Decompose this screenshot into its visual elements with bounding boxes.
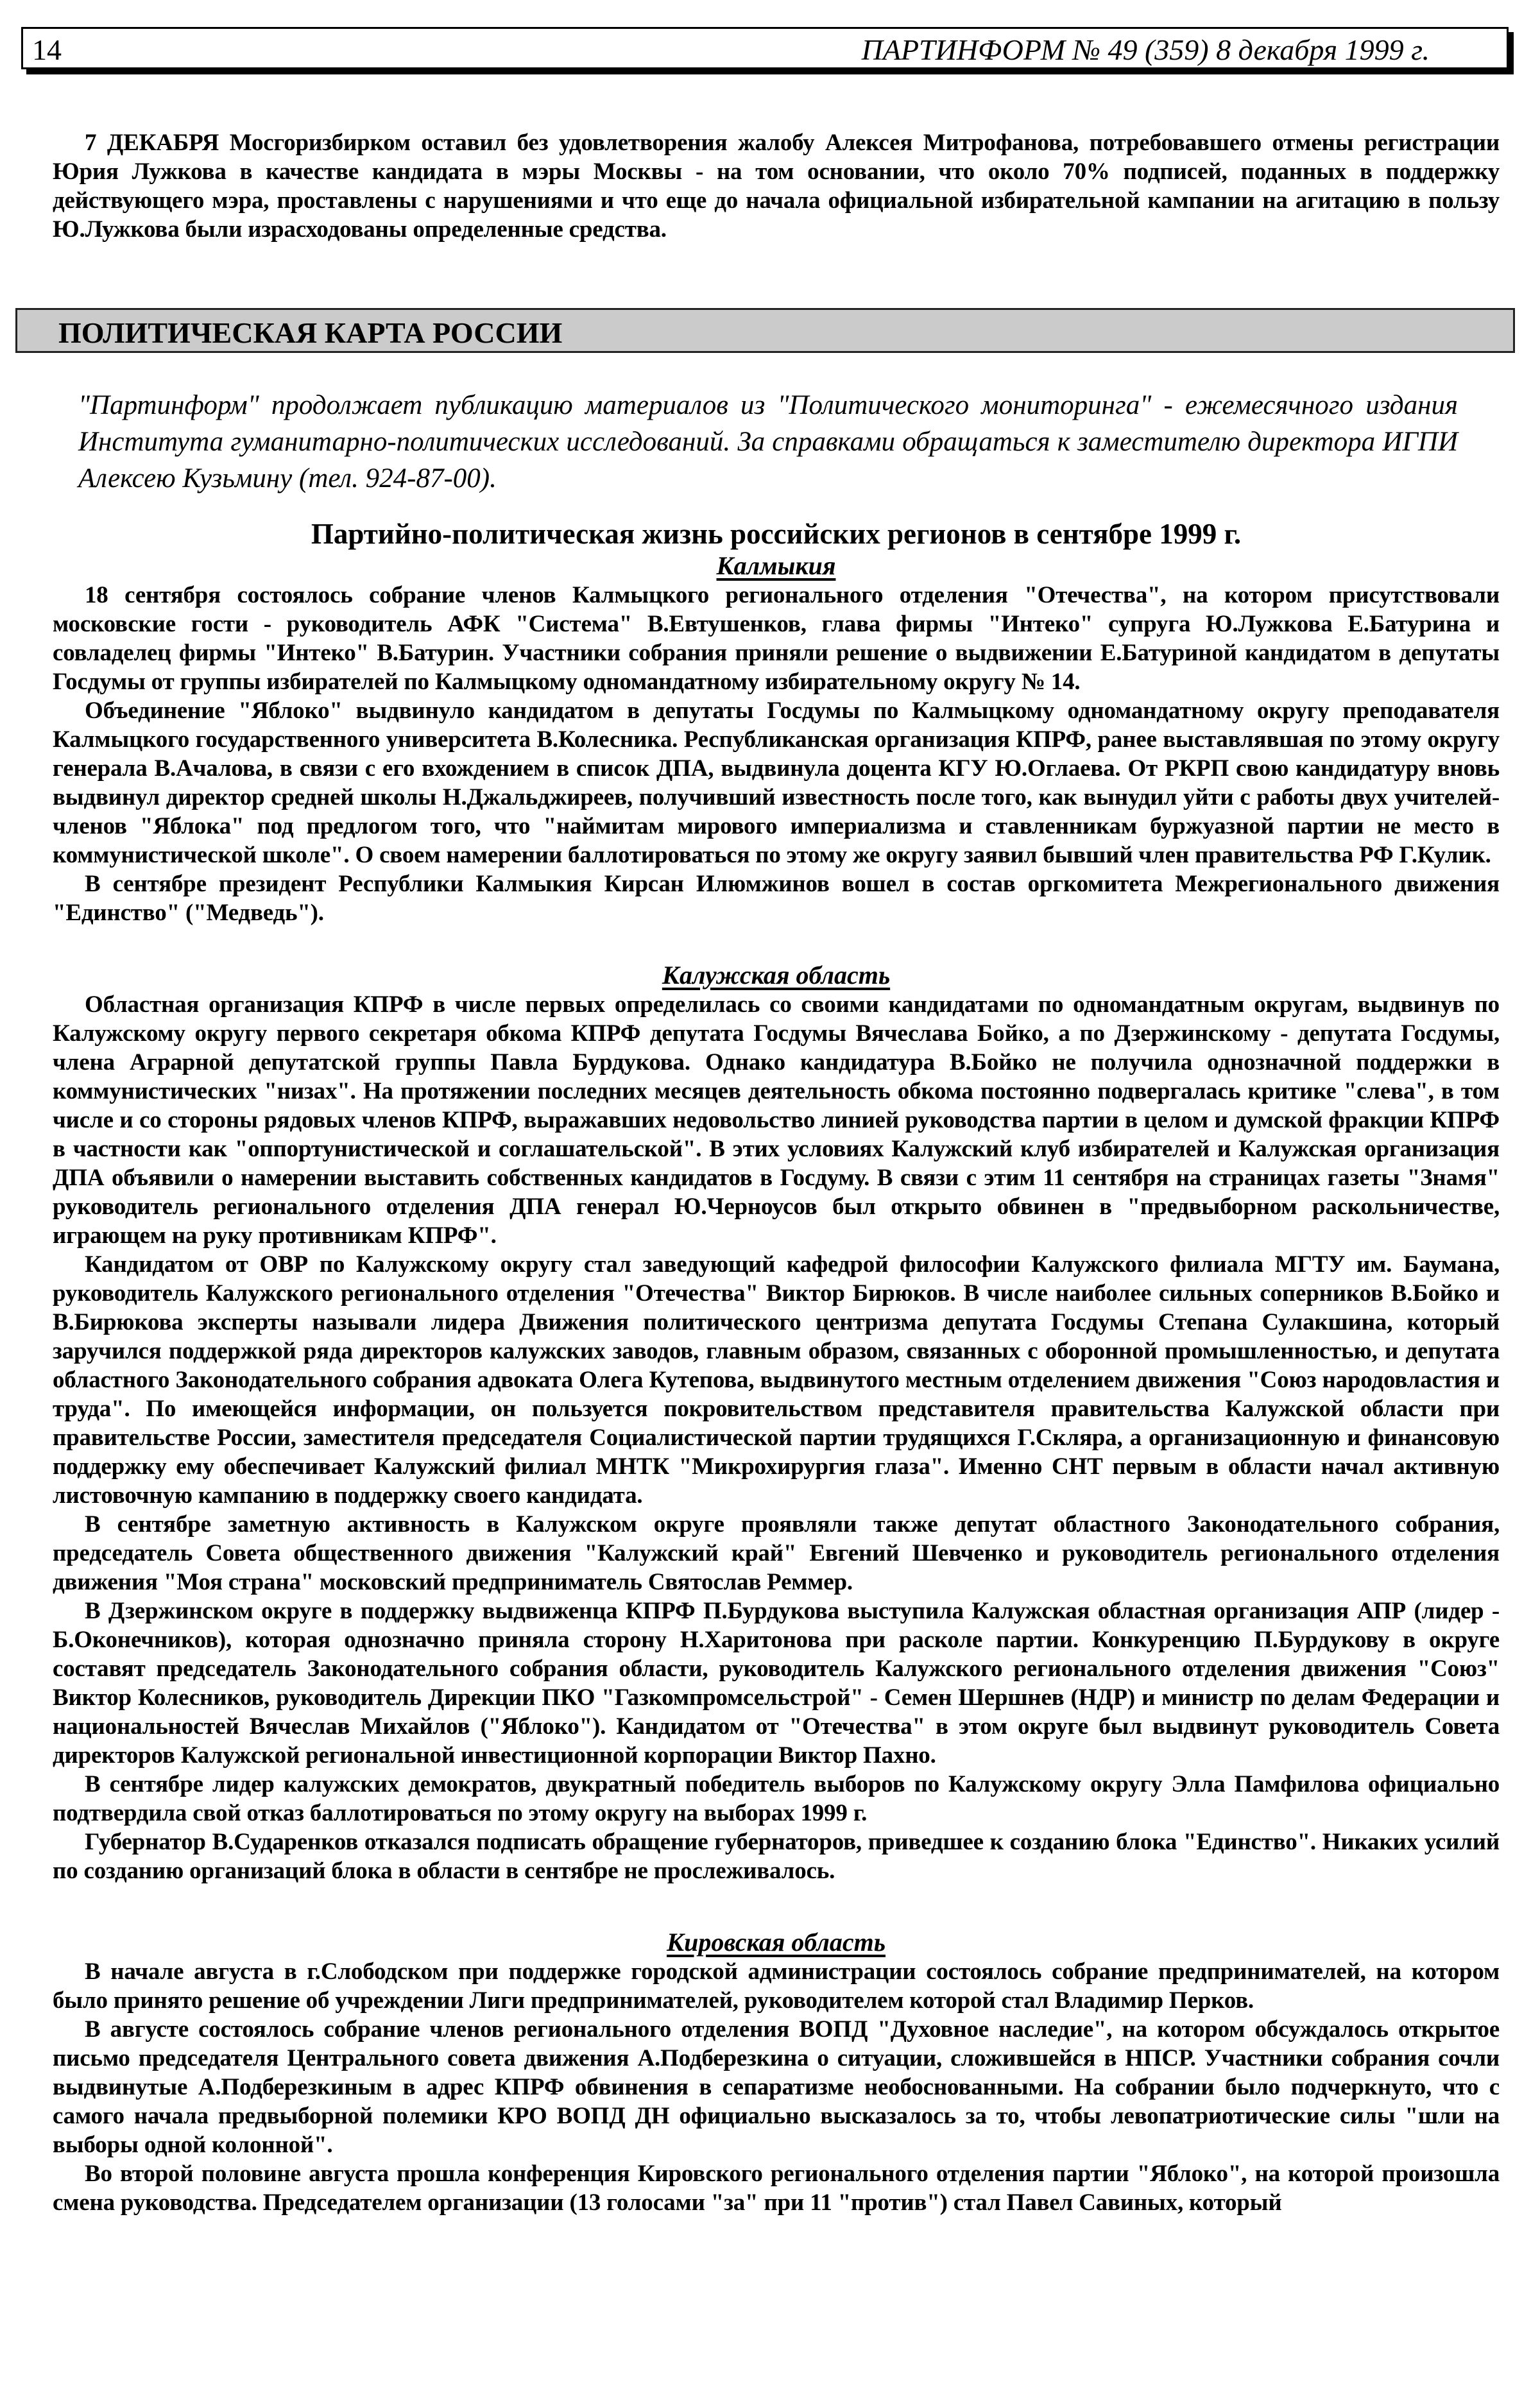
region-heading-text: Калмыкия (716, 551, 836, 580)
paragraph: В августе состоялось собрание членов регионального отделения ВОПД "Духовное наследие", на котором обсуждалось открытое письмо председателя Центрального совета движения А.Подберезкина о ситуации, сложившейся в НПСР. Участники собрания сочли выдвинутые А.Подберезкиным в адрес КПРФ обвинения в сепаратизме необоснованными. На собрании было подчеркнуто, что с самого начала предвыборной полемики КРО ВОПД ДН официально высказалось за то, чтобы левопатриотические силы "шли на выборы одной колонной". (53, 2016, 1500, 2158)
article-title: Партийно-политическая жизнь российских регионов в сентябре 1999 г. (311, 518, 1242, 550)
region-section (53, 990, 1500, 1885)
paragraph: Областная организация КПРФ в числе первых определилась со своими кандидатами по одномандатным округам, выдвинув по Калужскому округу первого секретаря обкома КПРФ депутата Госдумы Вячеслава Бойко, а по Дзержинскому - депутата Госдумы, члена Аграрной депутатской группы Павла Бурдукова. Однако кандидатура В.Бойко не получила однозначной поддержки в коммунистических "низах". На протяжении последних месяцев деятельность обкома постоянно подвергалась критике "слева", в том числе и со стороны рядовых членов КПРФ, выражавших недовольство линией руководства партии в целом и думской фракции КПРФ в частности как "оппортунистической и соглашательской". В этих условиях Калужский клуб избирателей и Калужская организация ДПА объявили о намерении выставить собственных кандидатов в Госдуму. В связи с этим 11 сентября на страницах газеты "Знамя" руководитель регионального отделения ДПА генерал Ю.Черноусов был открыто обвинен в "предвыборном раскольничестве, играющем на руку противникам КПРФ". (53, 991, 1500, 1249)
lead-paragraph: 7 ДЕКАБРЯ Мосгоризбирком оставил без удовлетворения жалобу Алексея Митрофанова, потребовавшего отмены регистрации Юрия Лужкова в качестве кандидата в мэры Москвы - на том основании, что около 70% подписей, поданных в поддержку действующего мэра, проставлены с нарушениями и что еще до начала официальной избирательной кампании на агитацию в пользу Ю.Лужкова были израсходованы определенные средства. (53, 130, 1500, 243)
paragraph: В начале августа в г.Слободском при поддержке городской администрации состоялось собрание предпринимателей, на котором было принято решение об учреждении Лиги предпринимателей, руководителем которой стал Владимир Перков. (53, 1958, 1500, 2014)
paragraph: Губернатор В.Сударенков отказался подписать обращение губернаторов, приведшее к созданию блока "Единство". Никаких усилий по созданию организаций блока в области в сентябре не прослеживалось. (53, 1829, 1500, 1884)
page-header (21, 27, 1509, 69)
paragraph: Во второй половине августа прошла конференция Кировского регионального отделения партии "Яблоко", на которой произошла смена руководства. Председателем организации (13 голосами "за" при 11 "против") стал Павел Савиных, который (53, 2161, 1500, 2216)
intro-note: "Партинформ" продолжает публикацию материалов из "Политического мониторинга" - ежемесячного издания Института гуманитарно-политических исследований. За справками обращаться к заместителю директора ИГПИ Алексею Кузьмину (тел. 924-87-00). (78, 390, 1458, 493)
page-number: 14 (32, 33, 62, 66)
paragraph: Кандидатом от ОВР по Калужскому округу стал заведующий кафедрой философии Калужского филиала МГТУ им. Баумана, руководитель Калужского регионального отделения "Отечества" Виктор Бирюков. В числе наиболее сильных соперников В.Бойко и В.Бирюкова эксперты называли лидера Движения политического центризма депутата Госдумы Степана Сулакшина, который заручился поддержкой ряда директоров калужских заводов, главным образом, связанных с оборонной промышленностью, и депутата областного Законодательного собрания адвоката Олега Кутепова, выдвинутого местным отделением движения "Союз народовластия и труда". По имеющейся информации, он пользуется покровительством представителя правительства Калужской области при правительстве России, заместителя председателя Социалистической партии трудящихся Г.Скляра, а организационную и финансовую поддержку ему обеспечивает Калужский филиал МНТК "Микрохирургия глаза". Именно СНТ первым в области начал активную листовочную кампанию в поддержку своего кандидата. (53, 1251, 1500, 1509)
rubric-title: ПОЛИТИЧЕСКАЯ КАРТА РОССИИ (58, 316, 563, 349)
region-heading-text: Калужская область (662, 961, 891, 990)
lead-news (53, 128, 1500, 244)
paragraph: Объединение "Яблоко" выдвинуло кандидатом в депутаты Госдумы по Калмыцкому одномандатному округу преподавателя Калмыцкого государственного университета В.Колесника. Республиканская организация КПРФ, ранее выставлявшая по этому округу генерала В.Ачалова, в связи с его вхождением в список ДПА, выдвинула доцента КГУ Ю.Оглаева. От РКРП свою кандидатуру вновь выдвинул директор средней школы Н.Джальджиреев, получивший известность после того, как вынудил уйти с работы двух учителей-членов "Яблока" под предлогом того, что "наймитам мирового империализма и ставленникам буржуазной партии не место в коммунистической школе". О своем намерении баллотироваться по этому же округу заявил бывший член правительства РФ Г.Кулик. (53, 698, 1500, 868)
article (53, 517, 1500, 2217)
region-section (53, 581, 1500, 927)
region-heading (53, 551, 1500, 581)
paragraph: В сентябре лидер калужских демократов, двукратный победитель выборов по Калужскому округу Элла Памфилова официально подтвердила свой отказ баллотироваться по этому округу на выборах 1999 г. (53, 1771, 1500, 1826)
region-section (53, 1957, 1500, 2217)
issue-title: ПАРТИНФОРМ № 49 (359) 8 декабря 1999 г. (861, 33, 1430, 66)
paragraph: 18 сентября состоялось собрание членов Калмыцкого регионального отделения "Отечества", на котором присутствовали московские гости - руководитель АФК "Система" В.Евтушенков, глава фирмы "Интеко" супруга Ю.Лужкова Е.Батурина и совладелец фирмы "Интеко" В.Батурин. Участники собрания приняли решение о выдвижении Е.Батуриной кандидатом в депутаты Госдумы от группы избирателей по Калмыцкому одномандатному избирательному округу № 14. (53, 582, 1500, 695)
paragraph: В сентябре президент Республики Калмыкия Кирсан Илюмжинов вошел в состав оргкомитета Межрегионального движения "Единство" ("Медведь"). (53, 871, 1500, 926)
region-heading-text: Кировская область (667, 1928, 886, 1957)
paragraph: В сентябре заметную активность в Калужском округе проявляли также депутат областного Законодательного собрания, председатель Совета общественного движения "Калужский край" Евгений Шевченко и руководитель регионального отделения движения "Моя страна" московский предприниматель Святослав Реммер. (53, 1511, 1500, 1595)
rubric-bar (15, 308, 1515, 353)
article-sections (53, 551, 1500, 2217)
region-heading (53, 1928, 1500, 1957)
paragraph: В Дзержинском округе в поддержку выдвиженца КПРФ П.Бурдукова выступила Калужская областная организация АПР (лидер - Б.Оконечников), которая однозначно приняла сторону Н.Харитонова при расколе партии. Конкуренцию П.Бурдукову в округе составят председатель Законодательного собрания области, руководитель Калужского регионального отделения движения "Союз" Виктор Колесников, руководитель Дирекции ПКО "Газкомпромсельстрой" - Семен Шершнев (НДР) и министр по делам Федерации и национальностей Вячеслав Михайлов ("Яблоко"). Кандидатом от "Отечества" в этом округе был выдвинут руководитель Совета директоров Калужской региональной инвестиционной корпорации Виктор Пахно. (53, 1598, 1500, 1769)
region-heading (53, 961, 1500, 990)
